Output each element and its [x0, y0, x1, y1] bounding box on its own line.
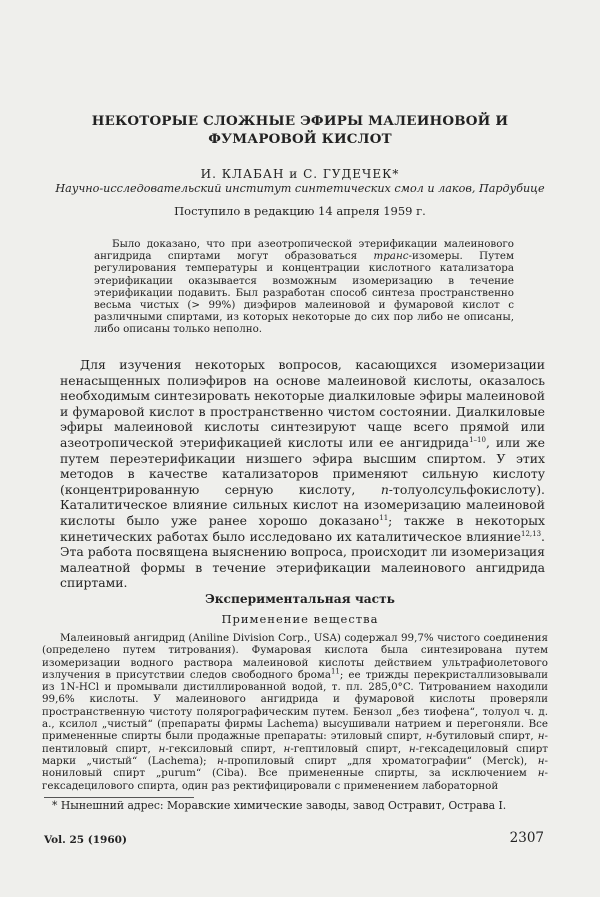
section-heading: Экспериментальная часть: [205, 592, 395, 606]
article-authors: И. КЛАБАН и С. ГУДЕЧЕК*: [200, 167, 400, 181]
body-text: -гептиловый спирт,: [290, 742, 409, 755]
article-title: НЕКОТОРЫЕ СЛОЖНЫЕ ЭФИРЫ МАЛЕИНОВОЙ И ФУМАРОВОЙ КИСЛОТ: [91, 113, 509, 147]
citation-ref: 11: [330, 667, 340, 676]
body-text: ; ее трижды перекристаллизовывали из 1N-HCl и промывали дистиллированной водой, т. пл. 285,0°C. Титрованием находили 99,6% кислоты. У малеинового ангидрида и фумаровой кислоты проверяли пространственную чистоту полярографическим путем. Бензол „без тиофена“, толуол ч. д. а., ксилол „чистый“ (препараты фирмы Lachema) высушивали натрием и перегоняли. Все примененные спирты были продажные препараты: этиловый спирт,: [42, 668, 548, 743]
journal-volume: Vol. 25 (1960): [44, 834, 127, 846]
abstract-paragraph: [94, 238, 514, 336]
received-date: Поступило в редакцию 14 апреля 1959 г.: [174, 204, 426, 218]
intro-text: . Эта работа посвящена выяснению вопроса, происходит ли изомеризация малеатной формы в течение этерификации малеинового ангидрида спиртами.: [60, 528, 545, 591]
footnote-divider: [44, 797, 194, 798]
body-italic: н: [283, 742, 291, 755]
body-text: -бутиловый спирт,: [432, 730, 538, 743]
materials-text: [42, 632, 548, 792]
article-affiliation: Научно-исследовательский институт синтетических смол и лаков, Пардубице: [55, 182, 545, 195]
body-italic: н: [217, 754, 224, 767]
intro-paragraph: [60, 357, 545, 591]
body-text: -гексиловый спирт,: [165, 742, 284, 755]
intro-text: -толуолсульфокислоту). Каталитическое влияние сильных кислот на изомеризацию малеиновой кислоты было уже ранее хорошо доказано: [60, 481, 545, 528]
citation-ref: 1–10: [469, 435, 486, 444]
body-italic: н: [425, 730, 433, 743]
abstract-text: -изомеры. Путем регулирования температуры и концентрации кислотного катализатора этерификации оказывается возможным изомеризацию в течение этерификации подавить. Был разработан способ синтеза пространственно весьма чистых (> 99%) диэфиров малеиновой и фумаровой кислот с различными спиртами, из которых некоторые до сих пор либо не описаны, либо описаны только неполно.: [94, 250, 514, 336]
body-text: -гексадециловый спирт марки „чистый“ (Lachema);: [42, 742, 549, 767]
body-text: -гексадецилового спирта, один раз ректифицировали с применением лабораторной: [42, 767, 548, 792]
introduction: [60, 357, 545, 591]
footnote: * Нынешний адрес: Моравские химические заводы, завод Остравит, Острава I.: [52, 799, 507, 812]
abstract-text: Было доказано, что при азеотропической этерификации малеинового ангидрида спиртами могут образоваться: [94, 238, 514, 263]
body-text: -пентиловый спирт,: [42, 730, 548, 755]
body-italic: н: [158, 742, 166, 755]
subsection-heading: Применение вещества: [221, 612, 379, 626]
intro-text: ; также в некоторых кинетических работах было исследовано их каталитическое влияние: [60, 512, 545, 544]
body-italic: н: [537, 730, 545, 743]
body-italic: н: [408, 742, 416, 755]
body-italic: н: [537, 754, 545, 767]
intro-italic: n: [380, 481, 389, 497]
intro-text: , или же путем переэтерификации низшего эфира высшим спиртом. У этих методов в качестве катализаторов применяют сильную кислоту (концентрированную серную кислоту,: [60, 434, 545, 497]
body-text: -пропиловый спирт „для хроматографии“ (Merck),: [223, 754, 538, 767]
body-italic: н: [537, 767, 545, 780]
materials-paragraph: [42, 632, 548, 792]
abstract: [94, 238, 514, 336]
abstract-italic-trans: транс: [373, 250, 409, 263]
citation-ref: 12,13: [521, 529, 542, 538]
page-number: 2307: [509, 830, 544, 846]
citation-ref: 11: [379, 513, 389, 522]
intro-text: Для изучения некоторых вопросов, касающихся изомеризации ненасыщенных полиэфиров на основе малеиновой кислоты, оказалось необходимым синтезировать некоторые диалкиловые эфиры малеиновой и фумаровой кислот в пространственно чистом состоянии. Диалкиловые эфиры малеиновой кислоты синтезируют чаще всего прямой или азеотропической этерификацией кислоты или ее ангидрида: [60, 357, 545, 450]
body-text: -нониловый спирт „purum“ (Ciba). Все примененные спирты, за исключением: [42, 754, 548, 780]
body-text: Малеиновый ангидрид (Aniline Division Corp., USA) содержал 99,7% чистого соединения (определено путем титрования). Фумаровая кислота была синтезирована путем изомеризации водного раствора малеиновой кислоты действием ультрафиолетового излучения в присутствии следов свободного брома: [42, 632, 548, 681]
